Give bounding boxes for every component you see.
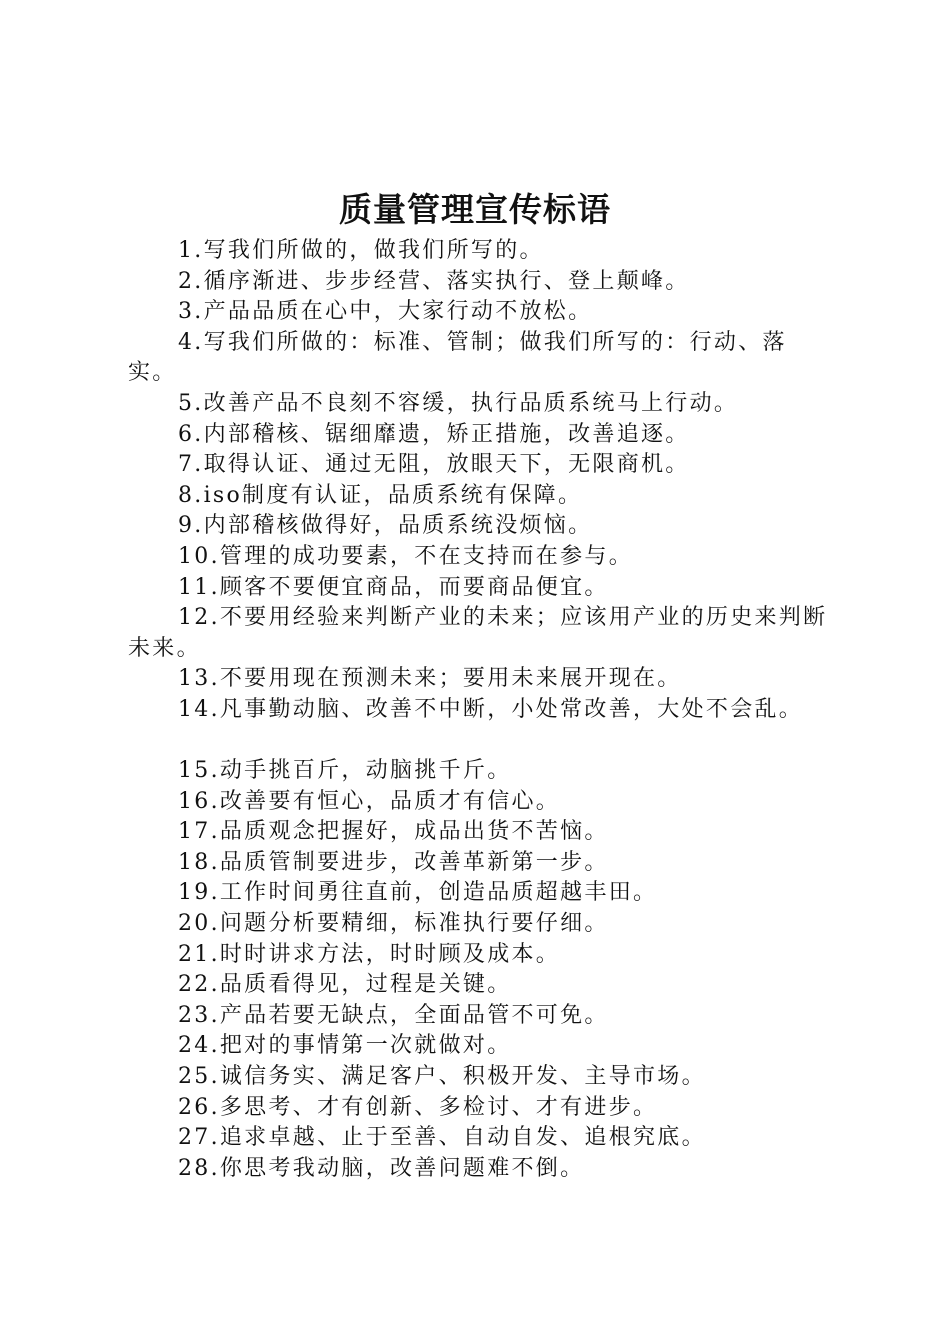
list-item: 10.管理的成功要素，不在支持而在参与。	[178, 543, 633, 569]
list-item: 5.改善产品不良刻不容缓，执行品质系统马上行动。	[178, 390, 739, 416]
list-item: 3.产品品质在心中，大家行动不放松。	[178, 299, 593, 325]
page-title: 质量管理宣传标语	[339, 190, 611, 229]
list-item: 23.产品若要无缺点，全面品管不可免。	[178, 1002, 609, 1028]
list-item: 24.把对的事情第一次就做对。	[178, 1033, 512, 1059]
list-item: 27.追求卓越、止于至善、自动自发、追根究底。	[178, 1125, 706, 1151]
list-item: 26.多思考、才有创新、多检讨、才有进步。	[178, 1094, 658, 1120]
list-item: 2.循序渐进、步步经营、落实执行、登上颠峰。	[178, 268, 690, 294]
slogan-list	[128, 236, 833, 1184]
list-item: 18.品质管制要进步，改善革新第一步。	[178, 849, 609, 875]
list-item: 7.取得认证、通过无阻，放眼天下，无限商机。	[178, 452, 690, 478]
list-item: 1.写我们所做的，做我们所写的。	[178, 238, 544, 263]
list-item: 16.改善要有恒心，品质才有信心。	[178, 788, 561, 814]
list-item: 28.你思考我动脑，改善问题难不倒。	[178, 1155, 585, 1181]
list-item: 11.顾客不要便宜商品，而要商品便宜。	[178, 574, 609, 600]
list-item: 6.内部稽核、锯细靡遗，矫正措施，改善追逐。	[178, 421, 690, 447]
list-item: 15.动手挑百斤，动脑挑千斤。	[178, 758, 512, 784]
list-item: 14.凡事勤动脑、改善不中断，小处常改善，大处不会乱。	[178, 696, 804, 722]
list-item: 12.不要用经验来判断产业的未来；应该用产业的历史来判断未来。	[128, 605, 828, 661]
list-item: 20.问题分析要精细，标准执行要仔细。	[178, 911, 609, 937]
list-item: 8.iso制度有认证，品质系统有保障。	[178, 482, 583, 508]
list-item: 13.不要用现在预测未来；要用未来展开现在。	[178, 666, 682, 692]
blank-line	[128, 726, 833, 757]
list-item: 19.工作时间勇往直前，创造品质超越丰田。	[178, 880, 658, 906]
list-item: 17.品质观念把握好，成品出货不苦恼。	[178, 819, 609, 845]
list-item: 22.品质看得见，过程是关键。	[178, 972, 512, 998]
list-item: 4.写我们所做的：标准、管制；做我们所写的：行动、落实。	[128, 329, 787, 386]
list-item: 25.诚信务实、满足客户、积极开发、主导市场。	[178, 1064, 706, 1090]
list-item: 21.时时讲求方法，时时顾及成本。	[178, 941, 561, 967]
list-item: 9.内部稽核做得好，品质系统没烦恼。	[178, 513, 593, 539]
